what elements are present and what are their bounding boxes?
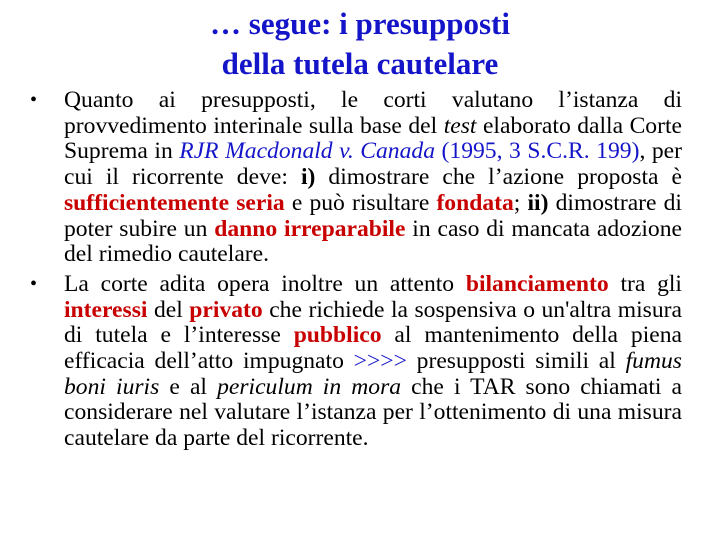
- case-citation: RJR Macdonald v. Canada: [179, 138, 435, 165]
- keyword-interessi: interessi: [64, 296, 148, 323]
- slide-title-line-2: della tutela cautelare: [221, 46, 499, 81]
- keyword-danno-irreparabile: danno irreparabile: [214, 215, 406, 242]
- arrow-marker: >>>>: [353, 348, 407, 375]
- term-test: test: [443, 112, 477, 139]
- keyword-pubblico: pubblico: [293, 322, 382, 349]
- text-segment: del: [147, 296, 190, 323]
- keyword-bilanciamento: bilanciamento: [465, 270, 609, 297]
- term-fumus-boni-iuris: fumus boni iuris: [64, 348, 682, 400]
- term-periculum-in-mora: periculum in mora: [217, 373, 402, 400]
- text-segment: che i TAR sono chiamati a considerare nel valutare l’istanza per l’ottenimento di una misura cautelare da parte del ricorrente.: [64, 373, 682, 452]
- text-segment: ;: [513, 189, 528, 216]
- text-segment: Quanto ai presupposti, le corti valutano l’istanza di provvedimento interinale sulla base del: [64, 87, 682, 139]
- text-segment: dimostrare di poter subire un: [64, 189, 682, 242]
- text-segment: che richiede la sospensiva o un'altra misura di tutela e l’interesse: [64, 296, 682, 349]
- slide-title-line-1: … segue: i presupposti: [210, 6, 510, 41]
- keyword-sufficientemente-seria: sufficientemente seria: [64, 189, 285, 216]
- text-segment: tra gli: [608, 270, 682, 297]
- keyword-fondata: fondata: [436, 189, 514, 216]
- bullet-item-bilanciamento: [30, 272, 682, 452]
- text-segment: e può risultare: [284, 189, 437, 216]
- case-reference: (1995, 3 S.C.R. 199): [441, 138, 640, 165]
- text-segment: , per cui il ricorrente deve:: [64, 138, 682, 191]
- bullet-dot-icon: •: [30, 272, 38, 295]
- text-segment: dimostrare che l’azione proposta è: [315, 164, 682, 191]
- text-segment: e al: [159, 373, 218, 400]
- text-segment: in caso di mancata adozione del rimedio cautelare.: [64, 215, 682, 268]
- bullet-list: [30, 88, 682, 456]
- text-segment: La corte adita opera inoltre un attento: [64, 270, 466, 297]
- point-marker-i: i): [300, 164, 316, 191]
- text-segment: al mantenimento della piena efficacia dell’atto impugnato: [64, 322, 682, 375]
- keyword-privato: privato: [189, 296, 263, 323]
- point-marker-ii: ii): [527, 189, 549, 216]
- text-segment: presupposti simili al: [406, 348, 626, 375]
- text-segment: elaborato dalla Corte Suprema in: [64, 112, 682, 165]
- bullet-dot-icon: •: [30, 89, 38, 111]
- slide-title: [0, 4, 720, 84]
- bullet-item-presupposti: [30, 88, 682, 268]
